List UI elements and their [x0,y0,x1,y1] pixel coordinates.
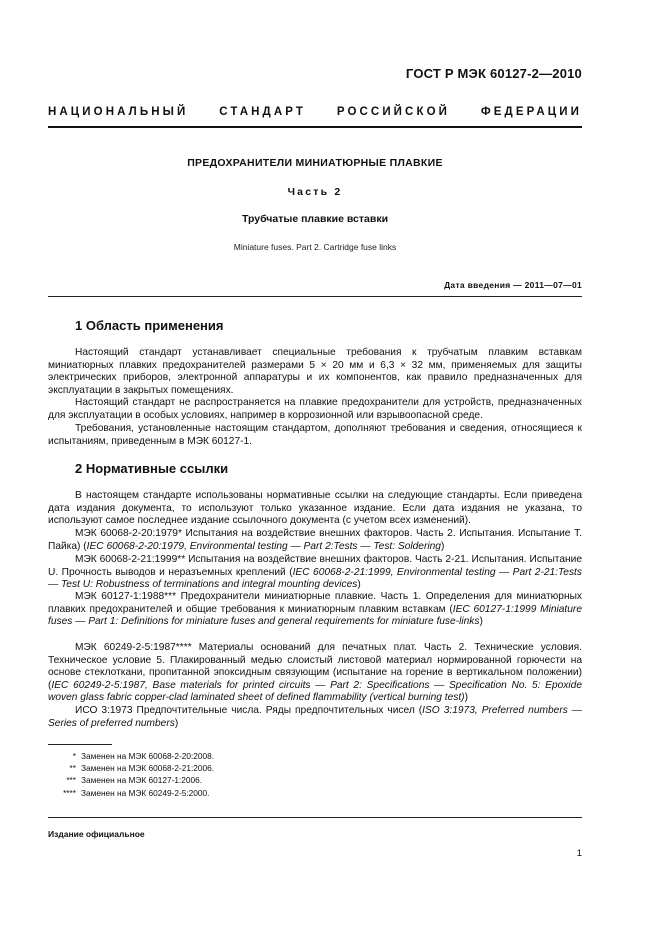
official-edition-label: Издание официальное [48,829,145,839]
document-subtitle: Трубчатые плавкие вставки [241,213,389,225]
intro-date: Дата введения — 2011—07—01 [444,280,582,290]
reference-item: МЭК 60068-2-21:1999** Испытания на воздействие внешних факторов. Часть 2-21. Испытания. Испытание U. Прочность выводов и неразъемных креплений (IEC 60068-2-21:1999, Environmental testing — Part 2-21:Tests — Test U: Robustness of terminations and integral mounting devices) [48,554,582,591]
footnote: ** Заменен на МЭК 60068-2-21:2006. [69,763,215,773]
reference-item: МЭК 60068-2-20:1979* Испытания на воздействие внешних факторов. Часть 2. Испытания. Испытание T. Пайка) (IEC 60068-2-20:1979, Environmental testing — Part 2:Tests — Test: Soldering) [48,528,582,552]
section-1-paragraph: Требования, установленные настоящим стандартом, дополняют требования и сведения, относящиеся к испытаниям, приведенным в МЭК 60127-1. [48,423,582,447]
section-1-paragraph: Настоящий стандарт устанавливает специальные требования к трубчатым плавким вставкам миниатюрных плавких предохранителей размерами 5 × 20 мм и 6,3 × 32 мм, применяемых для защиты электрических приборов, электронной аппаратуры и их компонентов, как правило предназначенных для эксплуатации в закрытых помещениях. [48,347,582,396]
english-title: Miniature fuses. Part 2. Cartridge fuse links [233,242,397,252]
header-rule [48,126,582,128]
reference-item: МЭК 60249-2-5:1987**** Материалы оснований для печатных плат. Часть 2. Технические условия. Техническое условие 5. Плакированный медью слоистый листовой материал нормированной горючести на основе стеклоткани, пропитанной эпоксидным связующим (испытание на горение в вертикальном положении) (IEC 60249-2-5:1987, Base materials for printed circuits — Part 2: Specifications — Specification No. 5: Epoxide woven glass fabric copper-clad laminated sheet of defined flammability (vertical burning test)) [48,642,582,704]
document-title: ПРЕДОХРАНИТЕЛИ МИНИАТЮРНЫЕ ПЛАВКИЕ [187,157,443,169]
footnote: * Заменен на МЭК 60068-2-20:2008. [72,751,215,761]
section-2-intro: В настоящем стандарте использованы нормативные ссылки на следующие стандарты. Если приведена дата издания документа, то используют только указанное издание. Если дата издания не указана, то используют самое последнее издание ссылочного документа (с учетом всех изменений). [48,490,582,527]
reference-item: МЭК 60127-1:1988*** Предохранители миниатюрные плавкие. Часть 1. Определения для миниатюрных плавких предохранителей и общие требования к миниатюрным плавким вставкам (IEC 60127-1:1999 Miniature fuses — Part 1: Definitions for miniature fuses and general requirements for miniature fuse-links) [48,591,582,628]
standard-code: ГОСТ Р МЭК 60127-2—2010 [405,66,582,81]
footnote-rule [48,744,112,745]
footnote: **** Заменен на МЭК 60249-2-5:2000. [63,788,210,798]
reference-item: ИСО 3:1973 Предпочтительные числа. Ряды предпочтительных чисел (ISO 3:1973, Preferred numbers — Series of preferred numbers) [48,705,582,729]
part-label: Часть 2 [287,186,343,198]
page-number: 1 [576,848,582,859]
section-2-heading: 2 Нормативные ссылки [75,461,229,476]
national-standard-banner: НАЦИОНАЛЬНЫЙ СТАНДАРТ РОССИЙСКОЙ ФЕДЕРАЦИИ [48,106,582,118]
section-1-paragraph: Настоящий стандарт не распространяется на плавкие предохранители для устройств, предназначенных для эксплуатации в особых условиях, например в коррозионной или взрывоопасной среде. [48,397,582,421]
date-rule [48,296,582,297]
footnote: *** Заменен на МЭК 60127-1:2006. [66,775,203,785]
footer-rule [48,817,582,818]
section-1-heading: 1 Область применения [75,318,224,333]
